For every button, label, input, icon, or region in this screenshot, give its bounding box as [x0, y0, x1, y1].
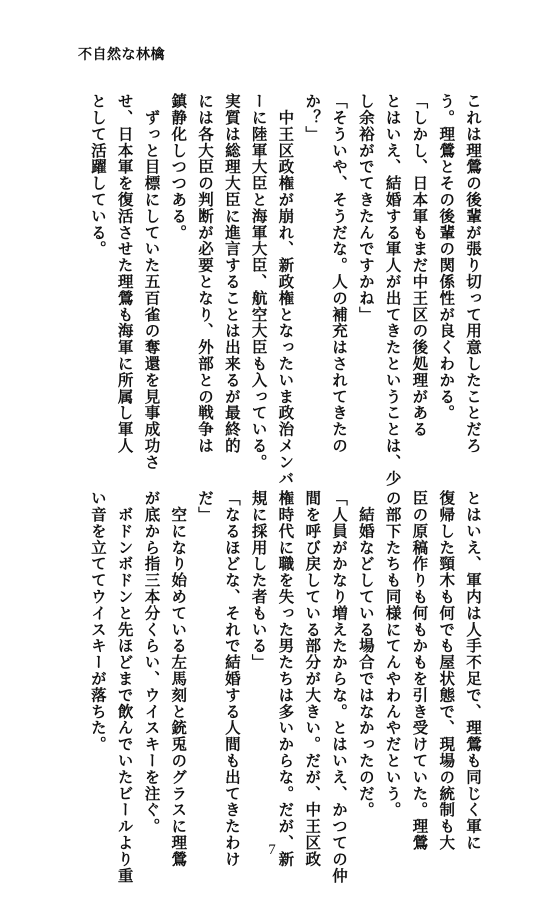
text-column: 権時代に職を失った男たちは多いからな。だが、新	[276, 490, 296, 868]
text-column: う。理鶯とその後輩の関係性が良くわかる。	[437, 93, 457, 421]
text-column: し余裕がでてきたんですかね」	[356, 93, 376, 323]
text-column: 「なるほどな、それで結婚する人間も出てきたわけ	[222, 490, 242, 868]
text-column: 「そういや、そうだな。人の補充はされてきたの	[330, 93, 350, 454]
text-column: には各大臣の判断が必要となり、外部との戦争は	[196, 93, 216, 454]
text-column: とはいえ、結婚する軍人が出てきたということは、少	[383, 93, 403, 487]
text-column: 中王区政権が崩れ、新政権となったいま政治メンバ	[276, 93, 296, 487]
text-column: 「人員がかなり増えたからな。とはいえ、かつての仲	[330, 490, 350, 884]
text-column: 復帰した頸木も何でも屋状態で、現場の統制も大	[437, 490, 457, 851]
text-block-top	[56, 93, 486, 487]
text-column: ーに陸軍大臣と海軍大臣、航空大臣も入っている。	[249, 93, 269, 471]
text-column: 間を呼び戻している部分が大きい。だが、中王区政	[303, 490, 323, 868]
text-column: 結婚などしている場合ではなかったのだ。	[356, 490, 376, 818]
text-column: が底から指三本分くらい、ウイスキーを注ぐ。	[142, 490, 162, 835]
text-column: として活躍している。	[88, 93, 108, 257]
text-column: い音を立ててウイスキーが落ちた。	[88, 490, 108, 753]
text-column: せ、日本軍を復活させた理鶯も海軍に所属し軍人	[115, 93, 135, 454]
running-header-title: 不自然な林檎	[78, 47, 165, 63]
text-column: 臣の原稿作りも何もかもを引き受けていた。理鶯	[410, 490, 430, 851]
text-column: だ」	[196, 490, 216, 523]
text-column: 「しかし、日本軍もまだ中王区の後処理がある	[410, 93, 430, 438]
text-column: ずっと目標にしていた五百雀の奪還を見事成功さ	[142, 93, 162, 471]
text-column: 鎮静化しつつある。	[169, 93, 189, 241]
text-column: とはいえ、軍内は人手不足で、理鶯も同じく軍に	[464, 490, 483, 851]
page-number: 7	[268, 842, 276, 858]
text-block-bottom	[56, 490, 486, 884]
text-column: これは理鶯の後輩が張り切って用意したことだろ	[464, 93, 483, 454]
text-column: ボドンボドンと先ほどまで飲んでいたビールより重	[115, 490, 135, 884]
text-column: の部下たちも同様にてんやわんやだという。	[383, 490, 403, 818]
text-column: か？」	[303, 93, 323, 143]
text-column: 規に採用した者もいる」	[249, 490, 269, 671]
text-column: 実質は総理大臣に進言することは出来るが最終的	[222, 93, 242, 454]
text-column: 空になり始めている左馬刻と銃兎のグラスに理鶯	[169, 490, 189, 868]
